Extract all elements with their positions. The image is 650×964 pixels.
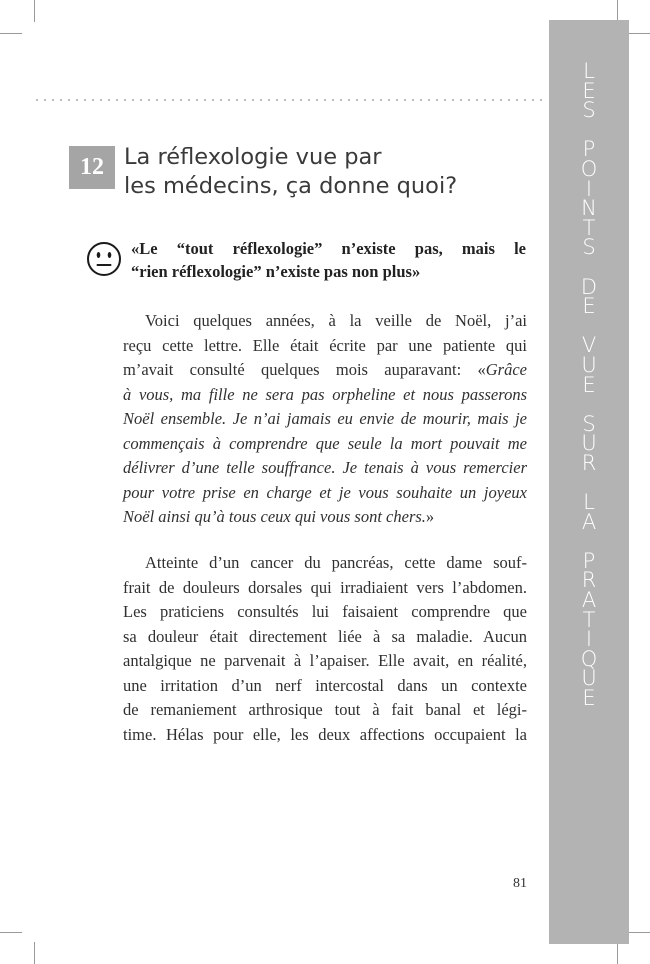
- text-line: [123, 456, 527, 481]
- side-letter: S: [582, 98, 596, 123]
- crop-mark-top-left: [34, 0, 35, 22]
- paragraph-case: [123, 551, 527, 747]
- text-line: une irritation d’un nerf intercostal dans un contexte: [123, 675, 527, 695]
- page-number: 81: [513, 876, 527, 891]
- side-letter: O: [580, 156, 598, 181]
- text-line: reçu cette lettre. Elle était écrite par une patiente qui: [123, 335, 527, 355]
- side-letter: E: [582, 294, 596, 319]
- side-letter: R: [581, 568, 597, 593]
- text-segment: m’avait consulté quelques mois auparavant: «: [123, 360, 486, 379]
- text-segment-italic: délivrer d’une telle souffrance. Je tenais à vous remercier: [123, 458, 527, 477]
- side-letter: I: [585, 176, 593, 201]
- text-segment-italic: à vous, ma fille ne sera pas orpheline et nous passerons: [123, 384, 527, 404]
- side-letter: E: [582, 78, 596, 103]
- text-line: [123, 407, 527, 432]
- text-line: Les praticiens consultés lui faisaient comprendre que: [123, 602, 527, 621]
- side-letter: E: [582, 686, 596, 710]
- side-letter: Q: [580, 646, 598, 671]
- text-line: de remaniement arthrosique tout à fait banal et légi-: [123, 700, 527, 719]
- section-side-title: [549, 59, 629, 710]
- text-line: frait de douleurs dorsales qui irradiaient vers l’abdomen.: [123, 577, 527, 597]
- side-letter: N: [581, 196, 597, 221]
- crop-mark-bottom-left: [34, 942, 35, 964]
- text-line: antalgique ne parvenait à l’apaiser. Elle avait, en réalité,: [123, 651, 527, 670]
- crop-mark-top-right-h: [628, 33, 650, 34]
- side-letter: S: [582, 235, 596, 260]
- quote-line: “rien réflexologie” n’existe pas non plus»: [131, 262, 421, 281]
- text-segment-italic: commençais à comprendre que seule la mort pouvait me: [123, 433, 527, 453]
- text-segment-italic: pour votre prise en charge et je vous souhaite un joyeux: [123, 482, 527, 502]
- text-segment-italic: Noël ainsi qu’à tous ceux qui vous sont chers.: [123, 507, 426, 526]
- chapter-title: [124, 143, 544, 201]
- side-letter: L: [583, 490, 595, 515]
- crop-mark-bottom-left-h: [0, 932, 22, 933]
- side-letter: P: [582, 548, 596, 573]
- neutral-face-icon: [86, 241, 122, 277]
- text-line: Voici quelques années, à la veille de Noël, j’ai: [145, 311, 527, 330]
- side-letter: D: [580, 274, 598, 299]
- text-segment: »: [425, 507, 435, 526]
- paragraph-letter: [123, 309, 527, 530]
- side-letter: T: [582, 607, 596, 632]
- side-letter: A: [581, 588, 597, 613]
- side-letter: P: [582, 137, 596, 162]
- side-letter: S: [582, 411, 596, 436]
- side-letter: V: [581, 333, 597, 358]
- crop-mark-top-right: [617, 0, 618, 22]
- side-letter: U: [581, 666, 597, 691]
- text-line: [123, 383, 527, 408]
- dotted-separator: [33, 99, 547, 101]
- crop-mark-top-left-h: [0, 33, 22, 34]
- text-line: time. Hélas pour elle, les deux affections occupaient la: [123, 724, 527, 744]
- text-line: [123, 358, 527, 383]
- text-line: [123, 432, 527, 457]
- side-letter: U: [581, 431, 597, 456]
- side-letter: L: [583, 59, 595, 83]
- quote-line: «Le “tout réflexologie” n’existe pas, mais le: [131, 239, 526, 258]
- crop-mark-bottom-right-h: [628, 932, 650, 933]
- chapter-number: 12: [69, 146, 115, 189]
- side-letter: A: [581, 509, 597, 534]
- chapter-title-line: les médecins, ça donne quoi?: [124, 173, 458, 199]
- side-letter: U: [581, 352, 597, 377]
- text-line: sa douleur était directement liée à sa maladie. Aucun: [123, 626, 527, 646]
- crop-mark-bottom-right: [617, 942, 618, 964]
- side-letter: I: [585, 627, 593, 652]
- side-letter: E: [582, 372, 596, 397]
- text-segment-italic: Noël ensemble. Je n’ai jamais eu envie de mourir, mais je: [123, 409, 527, 428]
- side-letter: R: [581, 450, 597, 475]
- side-letter: T: [582, 215, 596, 240]
- text-line: [123, 481, 527, 506]
- chapter-title-line: La réflexologie vue par: [124, 144, 382, 170]
- epigraph-quote: [131, 237, 526, 283]
- text-line: [123, 505, 527, 530]
- text-segment-italic: Grâce: [485, 360, 527, 379]
- text-line: Atteinte d’un cancer du pancréas, cette dame souf-: [145, 553, 527, 572]
